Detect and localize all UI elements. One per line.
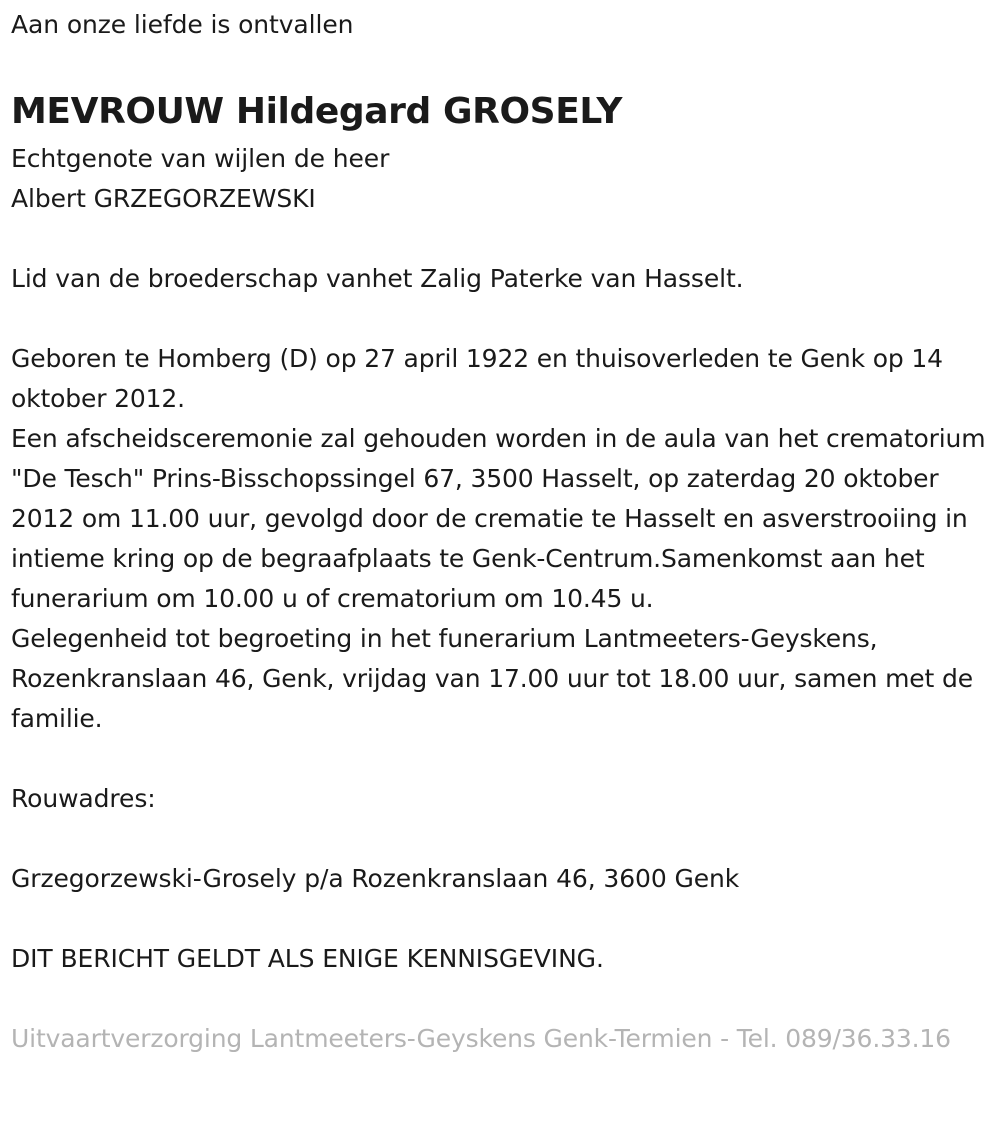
spacer — [11, 979, 990, 1019]
spacer — [11, 899, 990, 939]
mourning-address: Grzegorzewski-Grosely p/a Rozenkranslaan 46, 3600 Genk — [11, 864, 740, 893]
visitation-text: Gelegenheid tot begroeting in het funerarium Lantmeeters-Geyskens, Rozenkranslaan 46, Genk, vrijdag van 17.00 uur tot 18.00 uur, samen met de familie. — [11, 624, 973, 733]
birth-death-text: Geboren te Homberg (D) op 27 april 1922 en thuisoverleden te Genk op 14 oktober 2012. — [11, 344, 943, 413]
deceased-name: MEVROUW Hildegard GROSELY — [11, 91, 622, 132]
address-label: Rouwadres: — [11, 784, 156, 813]
spacer — [11, 739, 990, 779]
ceremony-text: Een afscheidsceremonie zal gehouden worden in de aula van het crematorium "De Tesch" Prins-Bisschopssingel 67, 3500 Hasselt, op zaterdag 20 oktober 2012 om 11.00 uur, gevolgd door de crematie te Hasselt en asverstrooiing in intieme kring op de begraafplaats te Genk-Centrum.Samenkomst aan het funerarium om 10.00 u of crematorium om 10.45 u. — [11, 424, 986, 613]
spacer — [11, 819, 990, 859]
notice-statement: DIT BERICHT GELDT ALS ENIGE KENNISGEVING. — [11, 944, 604, 973]
spacer — [11, 299, 990, 339]
funeral-home-credit: Uitvaartverzorging Lantmeeters-Geyskens Genk-Termien - Tel. 089/36.33.16 — [11, 1024, 951, 1053]
intro-text: Aan onze liefde is ontvallen — [11, 10, 354, 39]
spouse-line-1: Echtgenote van wijlen de heer — [11, 144, 390, 173]
spacer — [11, 219, 990, 259]
membership-text: Lid van de broederschap vanhet Zalig Paterke van Hasselt. — [11, 264, 744, 293]
spouse-info — [11, 139, 990, 219]
spouse-line-2: Albert GRZEGORZEWSKI — [11, 184, 316, 213]
